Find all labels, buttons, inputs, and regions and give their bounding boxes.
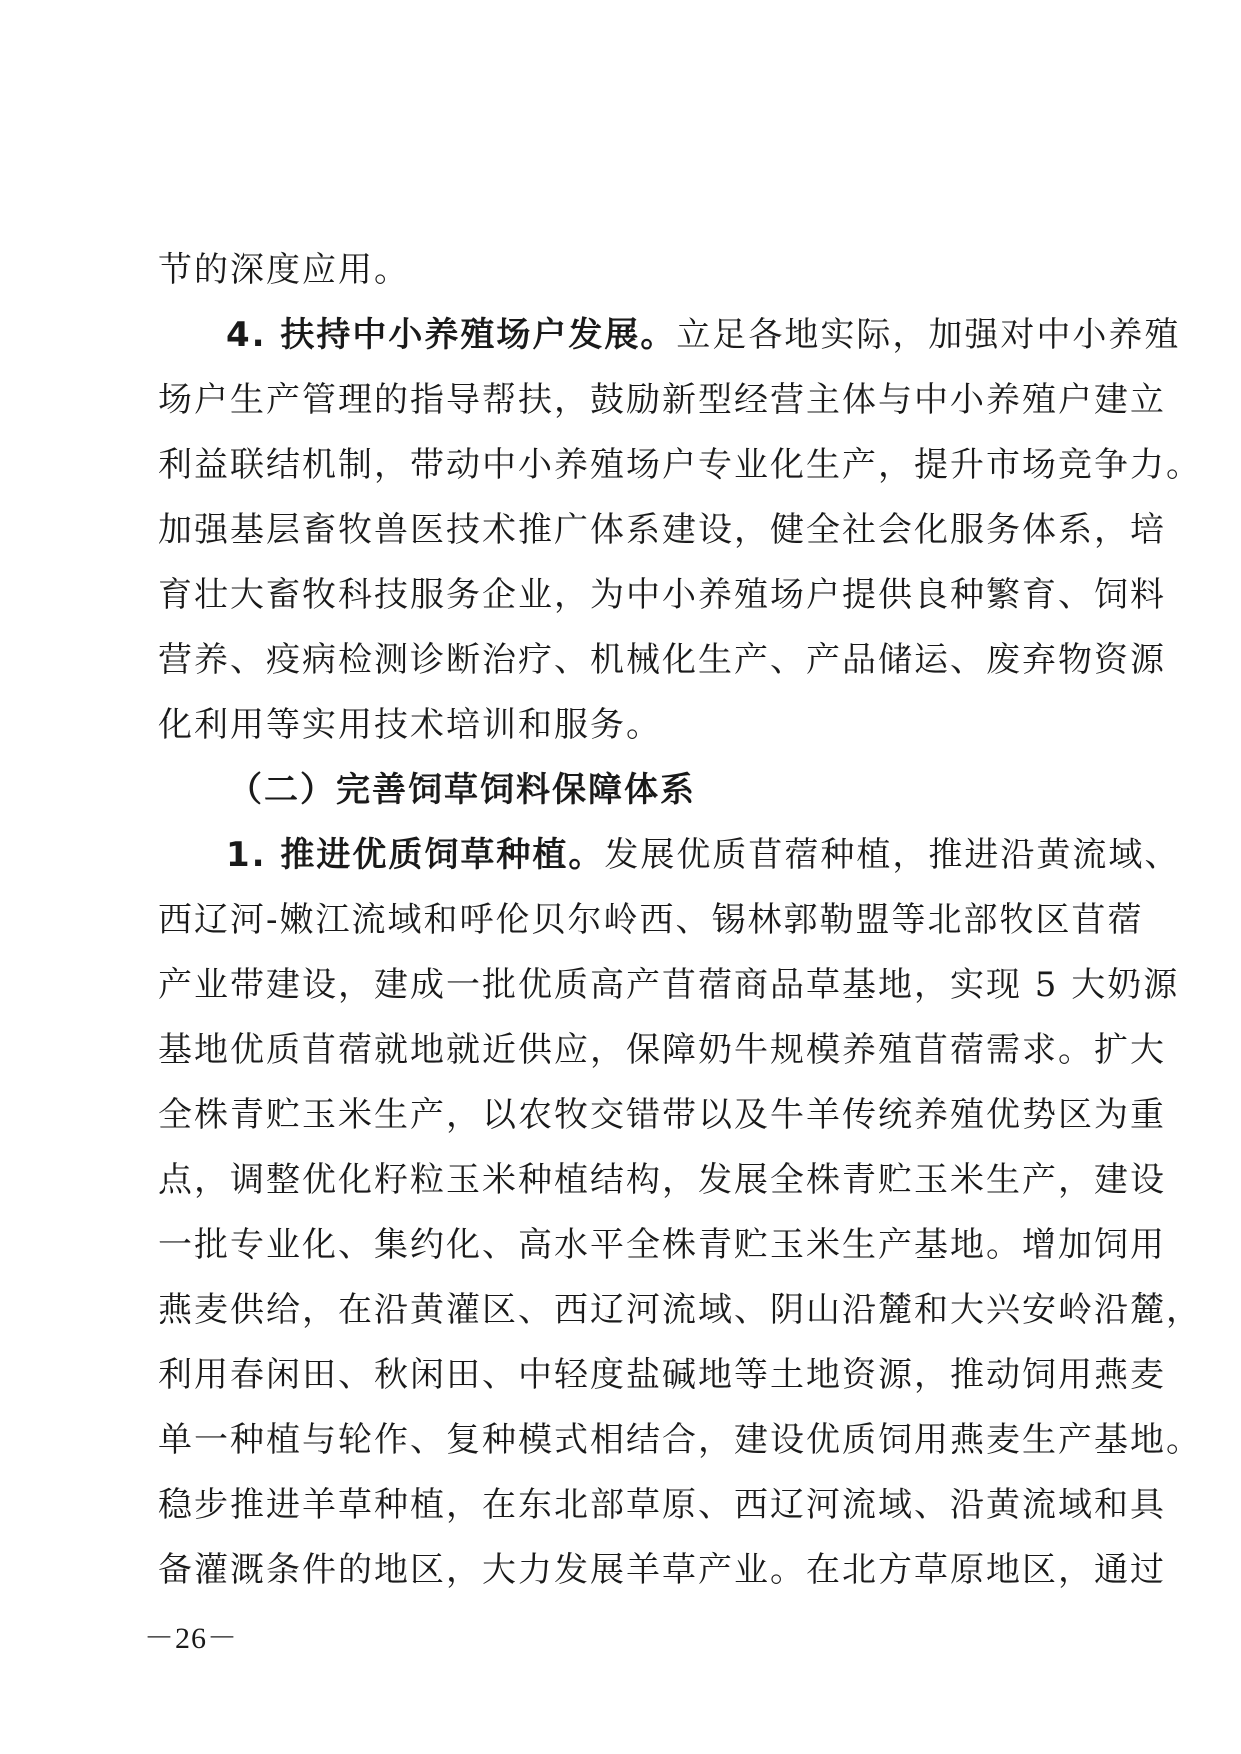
line-text: 备灌溉条件的地区，大力发展羊草产业。在北方草原地区，通过	[158, 1550, 1166, 1590]
line-text: 化利用等实用技术培训和服务。	[158, 705, 662, 745]
text-line	[158, 563, 1166, 628]
line-text: 营养、疫病检测诊断治疗、机械化生产、产品储运、废弃物资源	[158, 640, 1166, 680]
text-line	[158, 1148, 1166, 1213]
line-text: 点，调整优化籽粒玉米种植结构，发展全株青贮玉米生产，建设	[158, 1160, 1166, 1200]
text-line	[158, 1213, 1166, 1278]
text-line	[158, 1018, 1166, 1083]
line-text: 全株青贮玉米生产，以农牧交错带以及牛羊传统养殖优势区为重	[158, 1095, 1166, 1135]
line-text: 燕麦供给，在沿黄灌区、西辽河流域、阴山沿麓和大兴安岭沿麓，	[158, 1290, 1202, 1330]
page-number: －26－	[144, 1622, 238, 1655]
text-line	[158, 693, 1058, 758]
line-text: 利益联结机制，带动中小养殖场户专业化生产，提升市场竞争力。	[158, 445, 1202, 485]
paragraph-4-first-line	[158, 303, 1181, 368]
text-line	[158, 1278, 1202, 1343]
text-line	[158, 1343, 1166, 1408]
text-line	[158, 1408, 1202, 1473]
paragraph-1-heading: 1. 推进优质饲草种植。	[226, 835, 605, 875]
line-text: 西辽河-嫩江流域和呼伦贝尔岭西、锡林郭勒盟等北部牧区苜蓿	[158, 900, 1144, 940]
text-line	[158, 433, 1202, 498]
text-line	[158, 1083, 1166, 1148]
line-text: 产业带建设，建成一批优质高产苜蓿商品草基地，实现 5 大奶源	[158, 965, 1180, 1005]
text-line	[158, 888, 1144, 953]
text-line	[158, 498, 1166, 563]
line-text: 立足各地实际，加强对中小养殖	[676, 315, 1181, 355]
text-line	[158, 1538, 1166, 1603]
line-text: 稳步推进羊草种植，在东北部草原、西辽河流域、沿黄流域和具	[158, 1485, 1166, 1525]
line-text: 发展优质苜蓿种植，推进沿黄流域、	[604, 835, 1181, 875]
body-text	[158, 238, 1202, 1603]
paragraph-1-first-line	[158, 823, 1181, 888]
section-heading: （二）完善饲草饲料保障体系	[228, 770, 696, 810]
line-text: 加强基层畜牧兽医技术推广体系建设，健全社会化服务体系，培	[158, 510, 1166, 550]
paragraph-4-heading: 4. 扶持中小养殖场户发展。	[226, 315, 677, 355]
text-line	[158, 628, 1166, 693]
text-line	[158, 238, 1058, 303]
line-text: 利用春闲田、秋闲田、中轻度盐碱地等土地资源，推动饲用燕麦	[158, 1355, 1166, 1395]
text-line	[158, 1473, 1166, 1538]
line-text: 场户生产管理的指导帮扶，鼓励新型经营主体与中小养殖户建立	[158, 380, 1166, 420]
line-text: 一批专业化、集约化、高水平全株青贮玉米生产基地。增加饲用	[158, 1225, 1166, 1265]
line-text: 单一种植与轮作、复种模式相结合，建设优质饲用燕麦生产基地。	[158, 1420, 1202, 1460]
text-line	[158, 368, 1166, 433]
line-text: 基地优质苜蓿就地就近供应，保障奶牛规模养殖苜蓿需求。扩大	[158, 1030, 1166, 1070]
line-text: 育壮大畜牧科技服务企业，为中小养殖场户提供良种繁育、饲料	[158, 575, 1166, 615]
text-line	[158, 953, 1180, 1018]
line-text: 节的深度应用。	[158, 250, 410, 290]
